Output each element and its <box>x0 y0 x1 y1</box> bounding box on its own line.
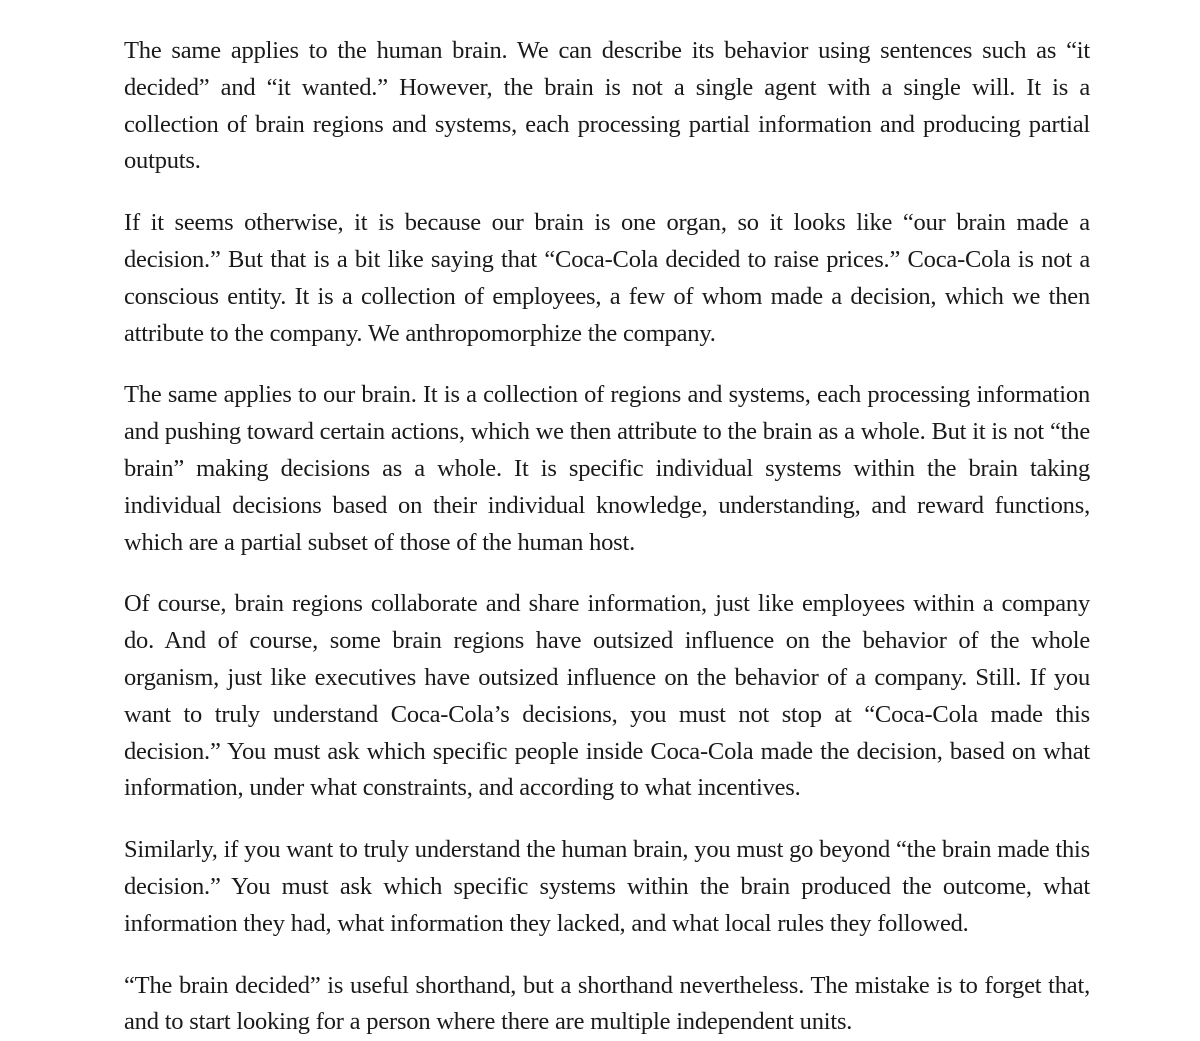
paragraph-3: The same applies to our brain. It is a collection of regions and systems, each processing information and pushing toward certain actions, which we then attribute to the brain as a whole. But it is not “the brain” making decisions as a whole. It is specific individual systems within the brain taking individual decisions based on their individual knowledge, understanding, and reward functions, which are a partial subset of those of the human host. <box>124 381 1090 556</box>
paragraph-4: Of course, brain regions collaborate and share information, just like employees within a company do. And of course, some brain regions have outsized influence on the behavior of the whole organism, just like executives have outsized influence on the behavior of a company. Still. If you want to truly understand Coca-Cola’s decisions, you must not stop at “Coca-Cola made this decision.” You must ask which specific people inside Coca-Cola made the decision, based on what information, under what constraints, and according to what incentives. <box>124 590 1090 802</box>
paragraph-1: The same applies to the human brain. We can describe its behavior using sentences such as “it decided” and “it wanted.” However, the brain is not a single agent with a single will. It is a collection of brain regions and systems, each processing partial information and producing partial outputs. <box>124 37 1090 175</box>
paragraph-5: Similarly, if you want to truly understand the human brain, you must go beyond “the brain made this decision.” You must ask which specific systems within the brain produced the outcome, what information they had, what information they lacked, and what local rules they followed. <box>124 836 1090 937</box>
paragraph-6: “The brain decided” is useful shorthand, but a shorthand nevertheless. The mistake is to forget that, and to start looking for a person where there are multiple independent units. <box>124 971 1090 1036</box>
article-body <box>124 33 1090 1041</box>
paragraph-2: If it seems otherwise, it is because our brain is one organ, so it looks like “our brain made a decision.” But that is a bit like saying that “Coca-Cola decided to raise prices.” Coca-Cola is not a conscious entity. It is a collection of employees, a few of whom made a decision, which we then attribute to the company. We anthropomorphize the company. <box>124 209 1090 347</box>
